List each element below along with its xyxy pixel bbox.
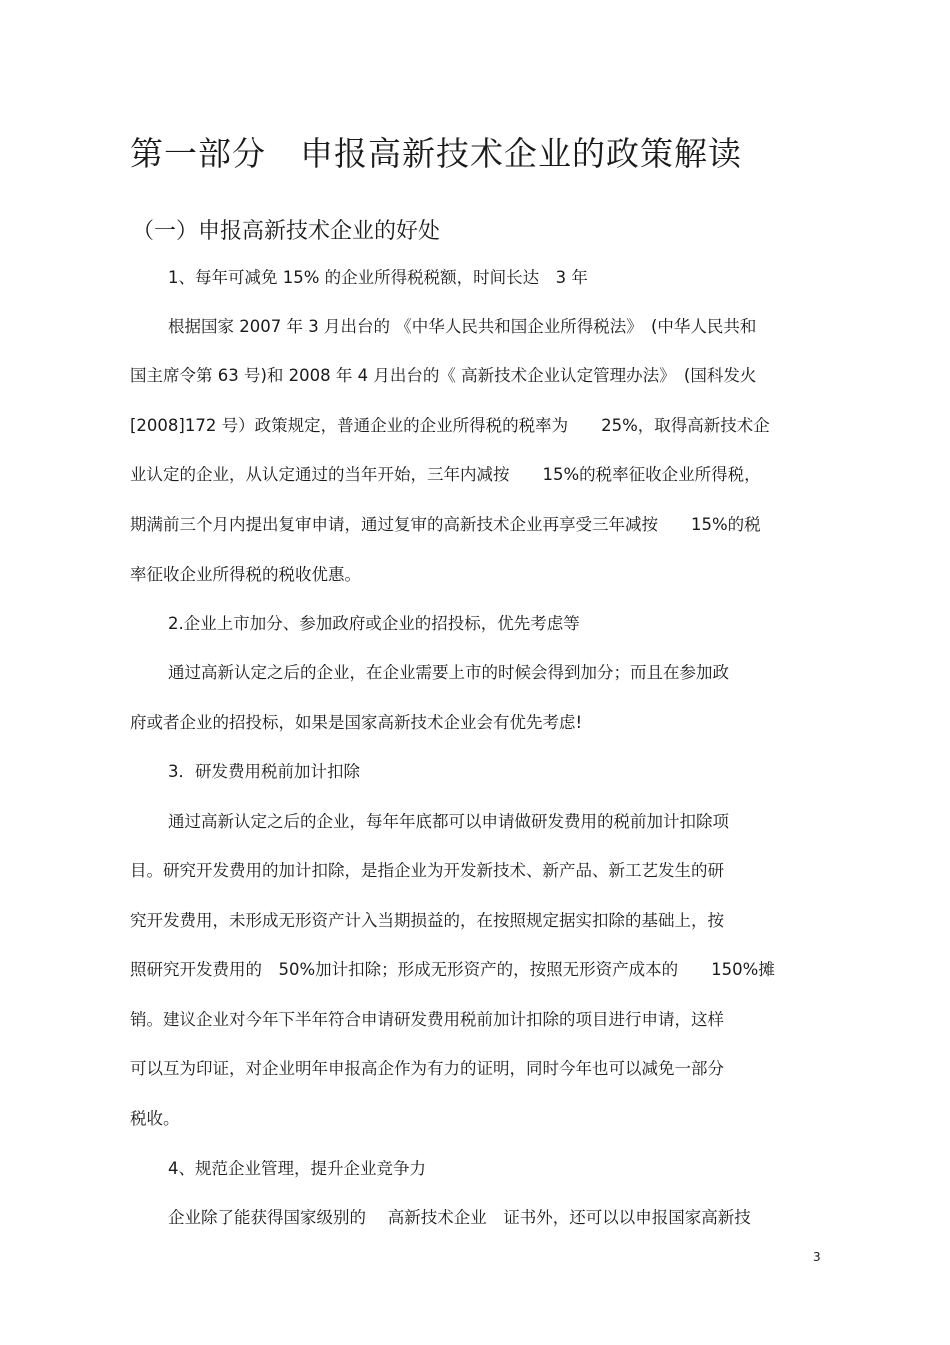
paragraph-line: 率征收企业所得税的税收优惠。	[130, 565, 361, 584]
paragraph-line: 目。研究开发费用的加计扣除，是指企业为开发新技术、新产品、新工艺发生的研	[130, 861, 724, 880]
paragraph-heading-3: 3．研发费用税前加计扣除	[168, 762, 360, 781]
section-title: （一）申报高新技术企业的好处	[132, 219, 441, 244]
paragraph-line: 究开发费用，未形成无形资产计入当期损益的，在按照规定据实扣除的基础上，按	[130, 911, 724, 930]
paragraph-line: 企业除了能获得国家级别的 高新技术企业 证书外，还可以以申报国家高新技	[168, 1208, 751, 1227]
paragraph-line: 税收。	[130, 1109, 180, 1128]
paragraph-line: 府或者企业的招投标，如果是国家高新技术企业会有优先考虑!	[130, 713, 583, 732]
paragraph-line: [2008]172 号）政策规定，普通企业的企业所得税的税率为 25%，取得高新技术企	[130, 416, 770, 435]
paragraph-line: 国主席令第 63 号)和 2008 年 4 月出台的《 高新技术企业认定管理办法》 (国科发火	[130, 366, 757, 385]
paragraph-line: 根据国家 2007 年 3 月出台的 《中华人民共和国企业所得税法》 (中华人民共和	[168, 317, 757, 336]
page-title: 第一部分 申报高新技术企业的政策解读	[130, 134, 742, 173]
paragraph-line: 可以互为印证，对企业明年申报高企作为有力的证明，同时今年也可以减免一部分	[130, 1059, 724, 1078]
paragraph-line: 照研究开发费用的 50%加计扣除；形成无形资产的，按照无形资产成本的 150%摊	[130, 960, 775, 979]
page-number: 3	[813, 1250, 821, 1264]
paragraph-line: 通过高新认定之后的企业，每年年底都可以申请做研发费用的税前加计扣除项	[168, 812, 729, 831]
paragraph-line: 销。建议企业对今年下半年符合申请研发费用税前加计扣除的项目进行申请，这样	[130, 1010, 724, 1029]
paragraph-heading-2: 2.企业上市加分、参加政府或企业的招投标，优先考虑等	[168, 614, 580, 633]
paragraph-line: 业认定的企业，从认定通过的当年开始，三年内减按 15%的税率征收企业所得税，	[130, 465, 761, 484]
paragraph-line: 期满前三个月内提出复审申请，通过复审的高新技术企业再享受三年减按 15%的税	[130, 515, 761, 534]
paragraph-line: 通过高新认定之后的企业，在企业需要上市的时候会得到加分；而且在参加政	[168, 663, 729, 682]
paragraph-heading-1: 1、每年可减免 15% 的企业所得税税额，时间长达 3 年	[168, 268, 588, 287]
paragraph-heading-4: 4、规范企业管理，提升企业竞争力	[168, 1159, 426, 1178]
